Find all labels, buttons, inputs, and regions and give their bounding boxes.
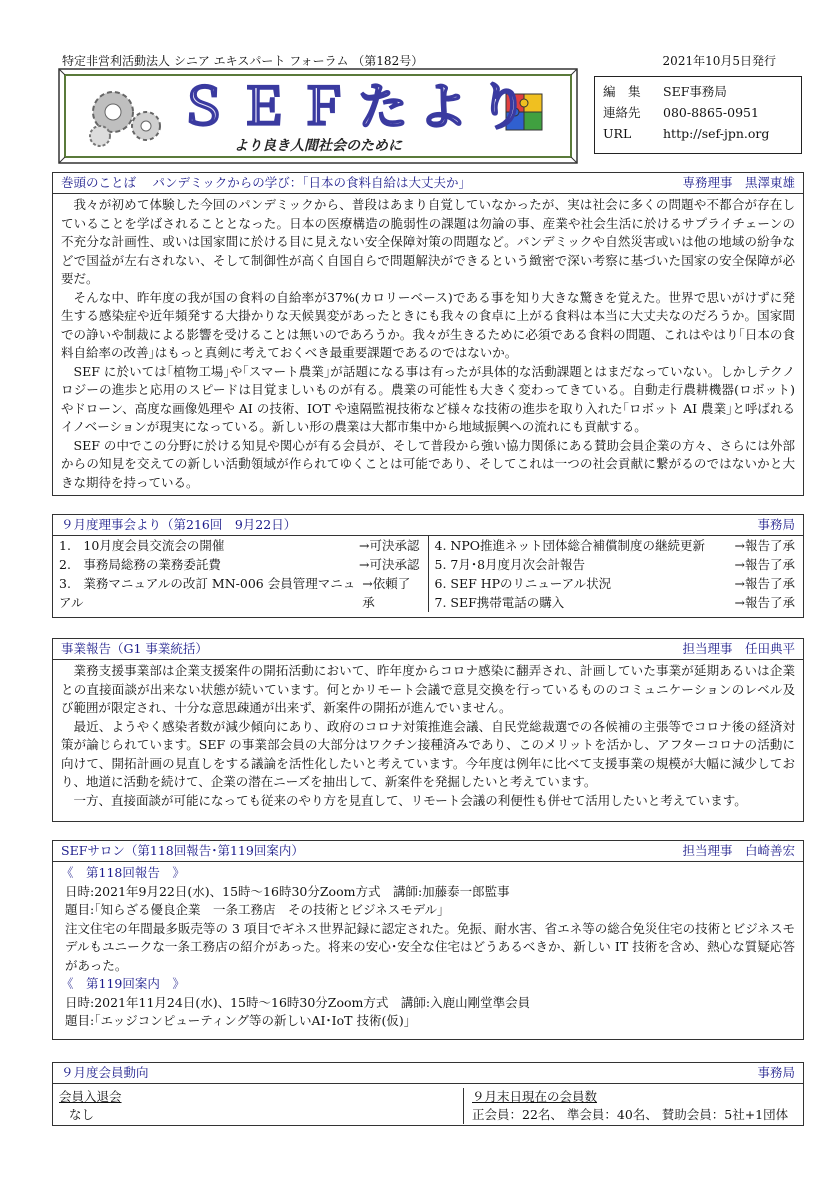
salon-body [53, 862, 803, 1033]
next-line: 題目:｢エッジコンピューティング等の新しいAI･IoT 技術(仮)｣ [65, 1013, 410, 1028]
paragraph: 一方、直接面談が可能になっても従来のやり方を見直して、リモート会議の利便性も併せて活用したいと考えています。 [73, 792, 747, 808]
business-author: 担当理事 任田典平 [682, 641, 795, 656]
members-section [52, 1062, 804, 1126]
next-line: 日時:2021年11月24日(水)、15時～16時30分Zoom方式 講師:入鹿山剛堂準会員 [65, 994, 531, 1010]
url-link[interactable]: http://sef-jpn.org [663, 126, 770, 141]
member-count-value: 正会員：22名、 準会員：40名、 賛助会員：5社+1団体 [472, 1107, 789, 1122]
report-heading: 《 第118回報告 》 [61, 865, 185, 880]
paragraph: 業務支援事業部は企業支援案件の開拓活動において、昨年度からコロナ感染に翻弄され、計画していた事業が延期あるいは企業との直接面談が出来ない状態が続いています。何とかリモート会議で意見交換を行っているもののコミュニケーションのレベル及び範囲が限定され、十分な意思疎通が出来ず、新案件の開拓が進んでいません。 [61, 663, 795, 715]
members-dept: 事務局 [757, 1065, 795, 1080]
org-name: 特定非営利活動法人 シニア エキスパート フォーラム （第182号） [62, 54, 424, 68]
opening-author: 専務理事 黒澤東雄 [682, 175, 795, 190]
salon-author: 担当理事 白崎善宏 [682, 843, 795, 858]
banner-frame [58, 68, 578, 164]
list-item: 5. 7月･8月度月次会計報告 →報告了承 [434, 557, 795, 572]
list-item: 6. SEF HPのリニューアル状況 →報告了承 [434, 576, 795, 591]
opening-header [53, 173, 803, 194]
business-header [53, 639, 803, 660]
members-title: ９月度会員動向 [61, 1065, 149, 1080]
membership-changes-heading: 会員入退会 [59, 1089, 122, 1104]
editor-row: 編 集 SEF事務局 [603, 84, 727, 99]
membership-changes [59, 1088, 463, 1124]
newsletter-title: ＳＥＦたより [178, 78, 538, 136]
board-right-column [429, 536, 804, 612]
report-line: 題目:｢知らざる優良企業 一条工務店 その技術とビジネスモデル｣ [65, 902, 444, 917]
contact-row: 連絡先 080-8865-0951 [603, 105, 759, 120]
members-header [53, 1063, 803, 1084]
paragraph: 我々が初めて体験した今回のパンデミックから、普段はあまり自覚していなかったが、実は社会に多くの問題や不都合が存在していることを学ばされることとなった。日本の医療構造の脆弱性の課題は勿論の事、産業や社会生活に於けるサプライチェーンの不充分な計画性、或いは国家間に於ける目に見えない安全保障対策の問題など。パンデミックや自然災害或いは他の地域の紛争などで国益が左右されない、そして制御性が高く自国自らで問題解決ができるという緻密で深い考察に基づいた国家の安全保障が必要だ。 [61, 197, 795, 286]
salon-section [52, 840, 804, 1040]
issue-date: 2021年10月5日発行 [662, 54, 776, 68]
business-section [52, 638, 804, 822]
board-items [53, 536, 803, 612]
member-count-heading: ９月末日現在の会員数 [472, 1089, 598, 1104]
url-row: URL http://sef-jpn.org [603, 123, 793, 144]
board-dept: 事務局 [757, 517, 795, 532]
board-section [52, 514, 804, 618]
list-item: 4. NPO推進ネット団体総合補償制度の継続更新 →報告了承 [434, 538, 795, 553]
newsletter-subtitle: より良き人間社会のために [234, 138, 402, 154]
paragraph: そんな中、昨年度の我が国の食料の自給率が37%(カロリーベース)である事を知り大きな驚きを覚えた。世界で思いがけずに発生する感染症や近年頻発する大掛かりな天候異変があったときにも我々の食卓に上がる食料は本当に大丈夫なのだろうか。国家間での諍いや制裁による影響を受けることは無いのであろうか。我々が生きるために必須である食料の問題、これはやはり｢日本の食料自給率の改善｣はもっと真剣に考えておくべき最重要課題であるのではないか。 [61, 289, 795, 360]
editor-info [594, 76, 802, 154]
opening-section [52, 172, 804, 496]
salon-header [53, 841, 803, 862]
list-item: 2. 事務局総務の業務委託費 →可決承認 [59, 557, 420, 572]
board-left-column [53, 536, 429, 612]
list-item: 1. 10月度会員交流会の開催 →可決承認 [59, 538, 420, 553]
business-title: 事業報告（G1 事業統括） [61, 641, 208, 656]
paragraph: 最近、ようやく感染者数が減少傾向にあり、政府のコロナ対策推進会議、自民党総裁選での各候補の主張等でコロナ後の経済対策が論じられています。SEF の事業部会員の大部分はワクチン接種済みであり、このメリットを活かし、アフターコロナの活動に向けて、開拓計画の見直しをする議論を活性化したいと考えています。今年度は例年に比べて支援事業の規模が大幅に減少しており、地道に活動を続けて、企業の潜在ニーズを抽出して、新案件を発掘したいと考えています。 [61, 718, 795, 789]
business-body [53, 660, 803, 812]
board-header [53, 515, 803, 536]
report-line: 日時:2021年9月22日(水)、15時～16時30分Zoom方式 講師:加藤泰一郎監事 [65, 883, 510, 899]
paragraph: SEF に於いては｢植物工場｣や｢スマート農業｣が話題になる事は有ったが具体的な活動課題とはまだなっていない。しかしテクノロジーの進歩と応用のスピードは目覚ましいものが有る。農業の可能性も大きく変わってきている。自動走行農耕機器(ロボット)やドローン、高度な画像処理や AI の技術、IOT や遠隔監視技術など様々な技術の進歩を取り入れた｢ロボット AI 農業｣と呼ばれるイノベーションが現実になっている。新しい形の農業は大都市集中から地域振興への流れにも貢献する。 [61, 363, 795, 434]
list-item: 7. SEF携帯電話の購入 →報告了承 [434, 595, 795, 610]
salon-title: SEFサロン（第118回報告･第119回案内） [61, 843, 304, 858]
next-heading: 《 第119回案内 》 [61, 976, 185, 991]
opening-body [53, 194, 803, 494]
paragraph: SEF の中でこの分野に於ける知見や関心が有る会員が、そして普段から強い協力関係にある賛助会員企業の方々、さらには外部からの知見を交えての新しい活動領域が作られてゆくことは可能であり、そしてこれは一つの社会貢献に繋がるのではないかと大きな期待を持っている。 [61, 437, 795, 490]
board-title: ９月度理事会より（第216回 9月22日） [61, 517, 297, 532]
list-item: 3. 業務マニュアルの改訂 MN-006 会員管理マニュアル →依頼了承 [59, 576, 411, 610]
member-count [463, 1088, 795, 1124]
members-body [53, 1084, 803, 1128]
newsletter-banner [58, 68, 578, 164]
membership-changes-value: なし [69, 1107, 95, 1122]
report-line: 注文住宅の年間最多販売等の 3 項目でギネス世界記録に認定された。免振、耐水害、省エネ等の総合免災住宅の技術とビジネスモデルもユニークな一条工務店の紹介があった。将来の安心･安全な住宅はどうあるべきか、新しい IT 技術を含め、熱心な質疑応答があった。 [65, 920, 795, 973]
opening-title: 巻頭のことば パンデミックからの学び：｢日本の食料自給は大丈夫か｣ [61, 175, 465, 190]
